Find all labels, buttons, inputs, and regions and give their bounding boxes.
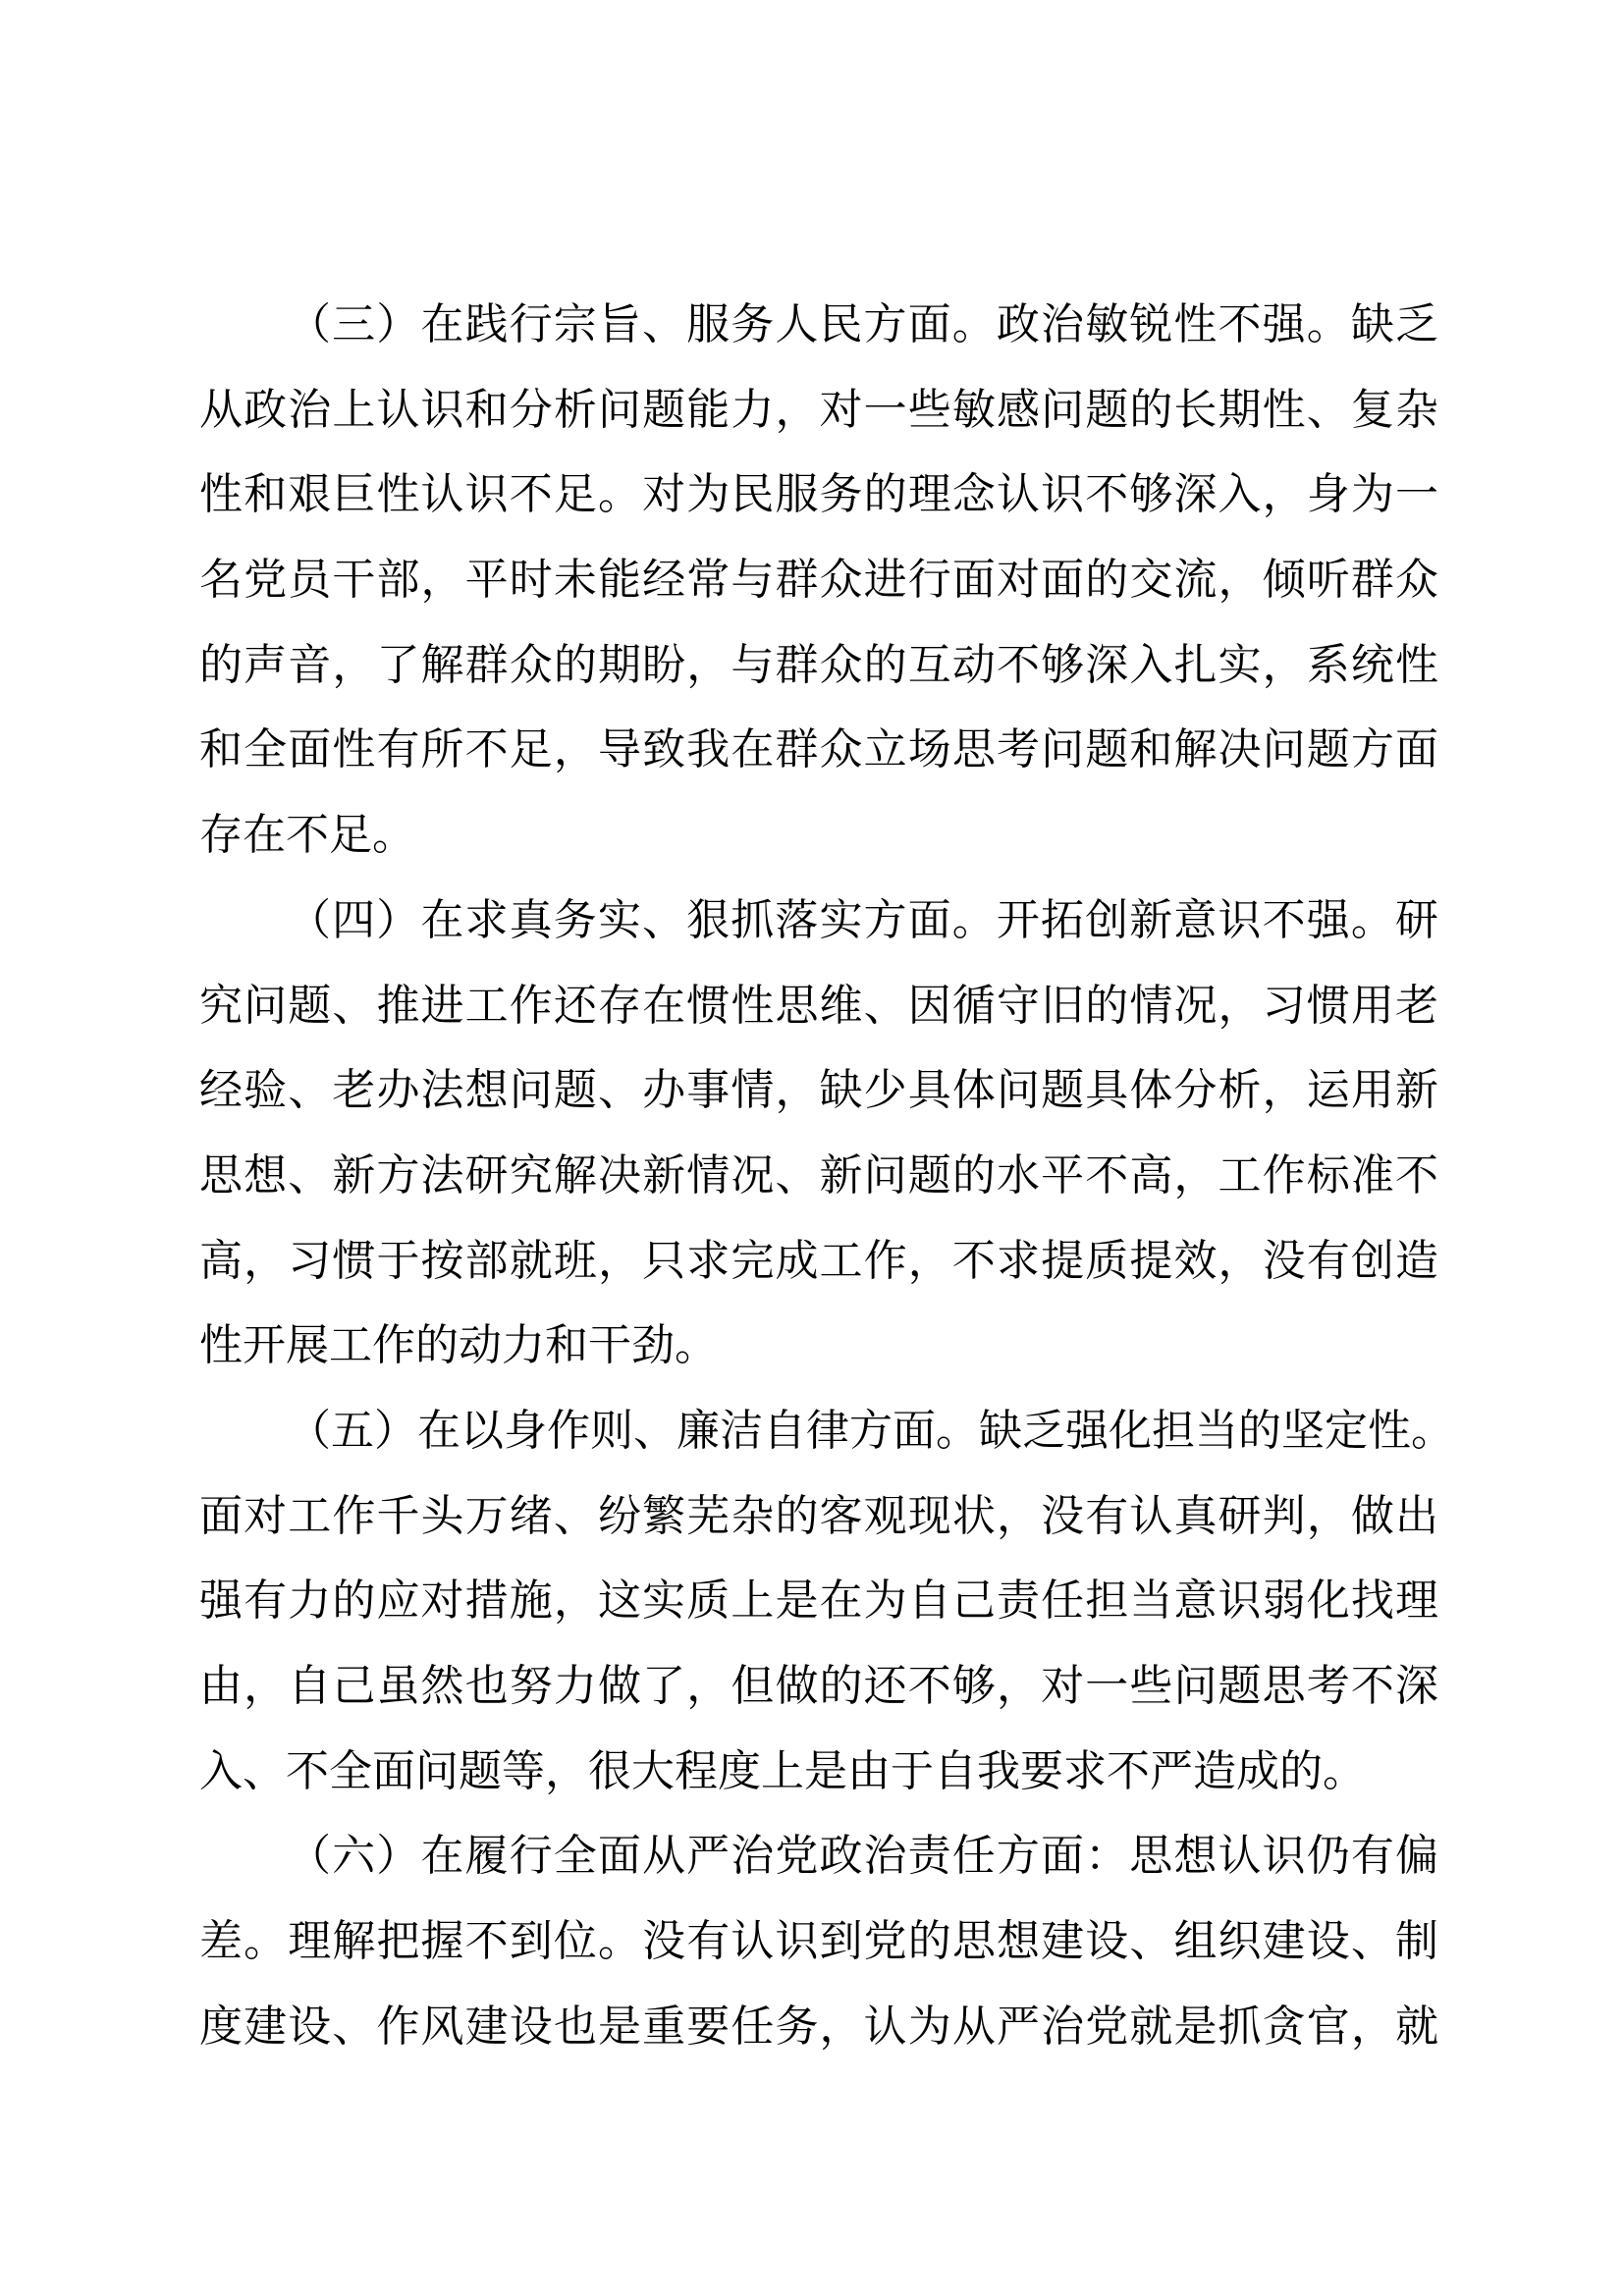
text-line: （六）在履行全面从严治党政治责任方面：思想认识仍有偏	[288, 1831, 1438, 1882]
text-line: 由，自己虽然也努力做了，但做的还不够，对一些问题思考不深	[199, 1661, 1438, 1711]
text-line: 强有力的应对措施，这实质上是在为自己责任担当意识弱化找理	[199, 1575, 1438, 1627]
paragraph-6	[199, 1814, 1438, 2069]
text-line: 的声音，了解群众的期盼，与群众的互动不够深入扎实，系统性	[199, 639, 1438, 690]
text-line: 面对工作千头万绪、纷繁芜杂的客观现状，没有认真研判，做出	[199, 1490, 1438, 1541]
paragraph-3	[199, 283, 1438, 879]
text-line: （三）在践行宗旨、服务人民方面。政治敏锐性不强。缺乏	[288, 299, 1438, 349]
document-page	[199, 283, 1454, 2069]
text-line: （五）在以身作则、廉洁自律方面。缺乏强化担当的坚定性。	[288, 1405, 1454, 1456]
text-line: 从政治上认识和分析问题能力，对一些敏感问题的长期性、复杂	[199, 384, 1438, 435]
text-line: 性开展工作的动力和干劲。	[199, 1320, 718, 1371]
text-line: 名党员干部，平时未能经常与群众进行面对面的交流，倾听群众	[199, 555, 1438, 606]
text-line: 和全面性有所不足，导致我在群众立场思考问题和解决问题方面	[199, 724, 1438, 775]
paragraph-5	[199, 1389, 1454, 1814]
text-line: 度建设、作风建设也是重要任务，认为从严治党就是抓贪官，就	[199, 2001, 1438, 2052]
text-line: 差。理解把握不到位。没有认识到党的思想建设、组织建设、制	[199, 1916, 1438, 1967]
text-line: 高，习惯于按部就班，只求完成工作，不求提质提效，没有创造	[199, 1235, 1438, 1286]
text-line: 性和艰巨性认识不足。对为民服务的理念认识不够深入，身为一	[199, 469, 1438, 520]
text-line: 究问题、推进工作还存在惯性思维、因循守旧的情况，习惯用老	[199, 980, 1438, 1031]
text-line: 思想、新方法研究解决新情况、新问题的水平不高，工作标准不	[199, 1149, 1438, 1201]
paragraph-4	[199, 879, 1438, 1389]
text-line: 存在不足。	[199, 810, 415, 861]
text-line: 经验、老办法想问题、办事情，缺少具体问题具体分析，运用新	[199, 1065, 1438, 1116]
text-line: 入、不全面问题等，很大程度上是由于自我要求不严造成的。	[199, 1745, 1366, 1796]
text-line: （四）在求真务实、狠抓落实方面。开拓创新意识不强。研	[288, 894, 1438, 945]
